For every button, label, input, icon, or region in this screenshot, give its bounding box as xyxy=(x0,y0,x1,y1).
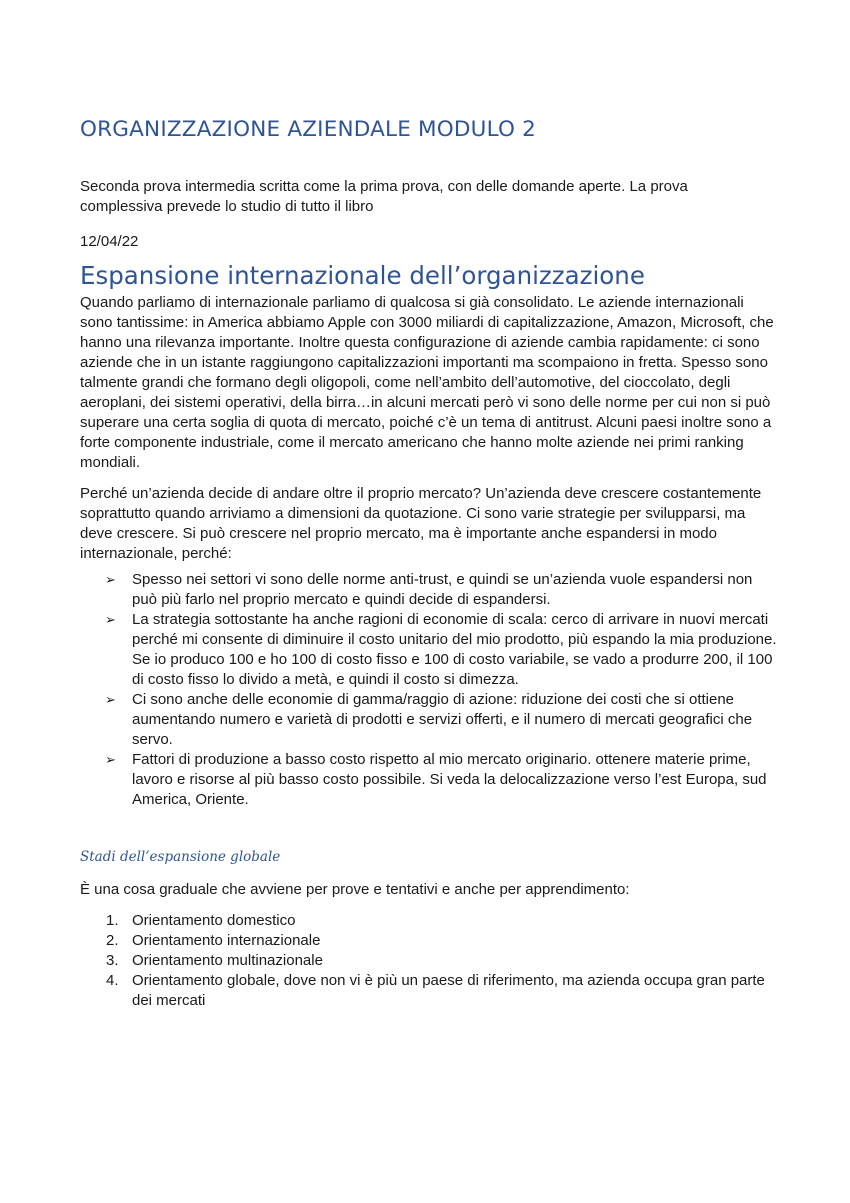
list-item xyxy=(80,971,780,1011)
list-number: 4. xyxy=(106,972,119,989)
list-text: Orientamento domestico xyxy=(132,912,296,929)
bullet-item xyxy=(80,750,780,810)
list-item xyxy=(80,911,780,931)
paragraph-internazionale: Quando parliamo di internazionale parliamo di qualcosa si già consolidato. Le aziende internazionali sono tantissime: in America abbiamo Apple con 3000 miliardi di capitalizzazione, Amazon, Microsoft, che hanno una rilevanza importante. Inoltre questa configurazione di aziende cambia rapidamente: ci sono aziende che in un istante raggiungono capitalizzazioni importanti ma scompaiono in fretta. Spesso sono talmente grandi che formano degli oligopoli, come nell’ambito dell’automotive, del cioccolato, degli aeroplani, dei sistemi operativi, della birra…in alcuni mercati però vi sono delle norme per cui non si può superare una certa soglia di quota di mercato, poiché c’è un tema di antitrust. Alcuni paesi inoltre sono a forte componente industriale, come il mercato americano che hanno molte aziende nei primi ranking mondiali. xyxy=(80,294,774,471)
list-item xyxy=(80,931,780,951)
paragraph-stadi: È una cosa graduale che avviene per prove e tentativi e anche per apprendimento: xyxy=(80,881,630,898)
list-text: Orientamento multinazionale xyxy=(132,952,323,969)
list-text: Orientamento globale, dove non vi è più un paese di riferimento, ma azienda occupa gran parte dei mercati xyxy=(132,972,765,1009)
bullet-text: Fattori di produzione a basso costo rispetto al mio mercato originario. ottenere materie prime, lavoro e risorse al più basso costo possibile. Si veda la delocalizzazione verso l’est Europa, sud America, Oriente. xyxy=(132,751,767,808)
lecture-date: 12/04/22 xyxy=(80,233,139,250)
list-number: 1. xyxy=(106,912,119,929)
section-heading-espansione: Espansione internazionale dell’organizzazione xyxy=(80,261,645,290)
paragraph-crescita: Perché un’azienda decide di andare oltre il proprio mercato? Un’azienda deve crescere costantemente soprattutto quando arriviamo a dimensioni da quotazione. Ci sono varie strategie per svilupparsi, ma deve crescere. Si può crescere nel proprio mercato, ma è importante anche espandersi in modo internazionale, perché: xyxy=(80,485,762,562)
list-number: 2. xyxy=(106,932,119,949)
intro-paragraph: Seconda prova intermedia scritta come la prima prova, con delle domande aperte. La prova complessiva prevede lo studio di tutto il libro xyxy=(80,178,688,215)
list-text: Orientamento internazionale xyxy=(132,932,321,949)
subsection-heading-stadi: Stadi dell’espansione globale xyxy=(80,849,281,865)
list-item xyxy=(80,951,780,971)
arrow-bullet-icon: ➢ xyxy=(105,612,116,627)
bullet-item xyxy=(80,610,780,690)
bullet-text: Ci sono anche delle economie di gamma/raggio di azione: riduzione dei costi che si ottiene aumentando numero e varietà di prodotti e servizi offerti, e il numero di mercati geografici che servo. xyxy=(132,691,753,748)
bullet-item xyxy=(80,570,780,610)
reasons-bullet-list xyxy=(80,570,780,810)
arrow-bullet-icon: ➢ xyxy=(105,692,116,707)
bullet-text: Spesso nei settori vi sono delle norme anti-trust, e quindi se un’azienda vuole espandersi non può più farlo nel proprio mercato e quindi decide di espandersi. xyxy=(132,571,753,608)
stages-numbered-list xyxy=(80,911,780,1011)
document-title: ORGANIZZAZIONE AZIENDALE MODULO 2 xyxy=(80,117,537,142)
arrow-bullet-icon: ➢ xyxy=(105,752,116,767)
list-number: 3. xyxy=(106,952,119,969)
bullet-text: La strategia sottostante ha anche ragioni di economie di scala: cerco di arrivare in nuovi mercati perché mi consente di diminuire il costo unitario del mio prodotto, più espando la mia produzione. Se io produco 100 e ho 100 di costo fisso e 100 di costo variabile, se vado a produrre 200, il 100 di costo fisso lo divido a metà, e quindi il costo si dimezza. xyxy=(132,611,777,688)
arrow-bullet-icon: ➢ xyxy=(105,572,116,587)
bullet-item xyxy=(80,690,780,750)
